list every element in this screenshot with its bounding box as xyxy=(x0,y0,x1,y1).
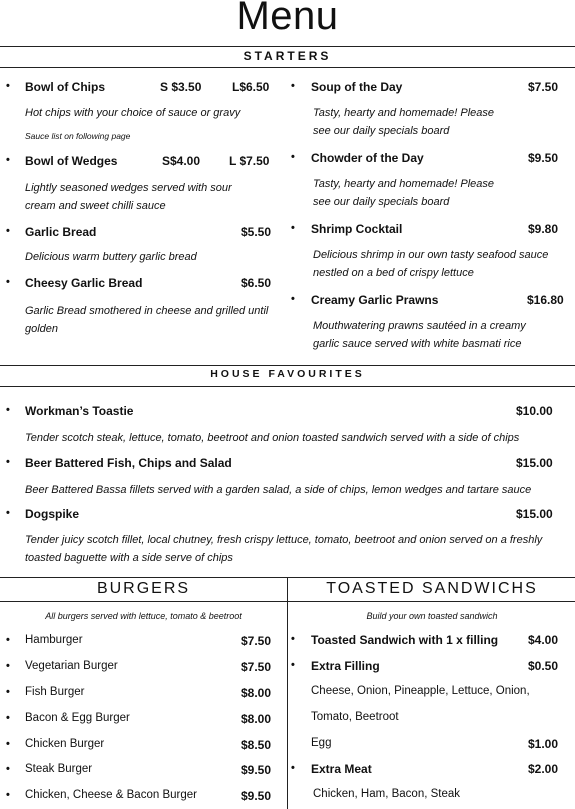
item-price: $7.50 xyxy=(241,660,272,674)
item-name: Garlic Bread xyxy=(25,225,97,239)
item-name: Shrimp Cocktail xyxy=(311,222,403,236)
item-price: $7.50 xyxy=(241,634,272,648)
item-description: Beer Battered Bassa fillets served with a garden salad, a side of chips, lemon wedges and tartare sauce xyxy=(25,484,532,496)
item-name: Hamburger xyxy=(25,634,83,646)
item-description: Garlic Bread smothered in cheese and grilled until golden xyxy=(25,305,269,335)
divider xyxy=(0,386,575,387)
item-description: Mouthwatering prawns sautéed in a creamy garlic sauce served with white basmati rice xyxy=(313,320,526,350)
item-name: Soup of the Day xyxy=(311,80,403,94)
item-note: Sauce list on following page xyxy=(25,131,131,141)
item-name: Dogspike xyxy=(25,507,80,521)
item-name: Vegetarian Burger xyxy=(25,660,118,672)
menu-title: Menu xyxy=(236,0,339,38)
section-heading-starters: STARTERS xyxy=(243,49,332,63)
item-price: $8.00 xyxy=(241,686,272,700)
item-name: Extra Meat xyxy=(311,762,372,776)
bullet-icon: • xyxy=(291,633,295,645)
item-price: $4.00 xyxy=(528,633,559,647)
item-description: Delicious warm buttery garlic bread xyxy=(25,251,197,263)
item-description: Tender scotch steak, lettuce, tomato, beetroot and onion toasted sandwich served with a side of chips xyxy=(25,432,520,444)
bullet-icon: • xyxy=(291,762,295,774)
item-name: Chowder of the Day xyxy=(311,151,424,165)
item-price: $5.50 xyxy=(241,225,272,239)
item-name: Chicken, Cheese & Bacon Burger xyxy=(25,789,197,801)
item-price: $9.50 xyxy=(528,151,559,165)
item-price: $9.50 xyxy=(241,789,272,803)
bullet-icon: • xyxy=(6,154,10,166)
divider xyxy=(0,46,575,47)
section-heading-toasted-sandwiches: TOASTED SANDWICHS xyxy=(326,580,538,597)
section-heading-burgers: BURGERS xyxy=(96,580,191,597)
item-price: $6.50 xyxy=(241,276,272,290)
divider xyxy=(0,365,575,366)
item-price-small: S$4.00 xyxy=(162,154,201,168)
item-name: Workman’s Toastie xyxy=(25,404,134,418)
item-price: $0.50 xyxy=(528,659,559,673)
bullet-icon: • xyxy=(6,763,10,775)
item-name: Bowl of Wedges xyxy=(25,154,118,168)
bullet-icon: • xyxy=(291,222,295,234)
item-description: Tasty, hearty and homemade! Please see our daily specials board xyxy=(313,178,494,208)
bullet-icon: • xyxy=(6,80,10,92)
item-name: Steak Burger xyxy=(25,763,93,775)
item-name: Egg xyxy=(311,737,332,749)
item-price-large: L $7.50 xyxy=(229,154,270,168)
bullet-icon: • xyxy=(291,151,295,163)
item-description: Delicious shrimp in our own tasty seafood sauce nestled on a bed of crispy lettuce xyxy=(313,249,549,279)
item-description: Tender juicy scotch fillet, local chutney, fresh crispy lettuce, tomato, beetroot and onion served on a freshly toasted baguette with a side serve of chips xyxy=(25,534,543,564)
column-divider xyxy=(287,577,288,809)
item-price: $8.50 xyxy=(241,738,272,752)
bullet-icon: • xyxy=(6,276,10,288)
item-name: Bowl of Chips xyxy=(25,80,105,94)
item-price-small: S $3.50 xyxy=(160,80,202,94)
filling-options: Tomato, Beetroot xyxy=(311,711,399,723)
item-description: Lightly seasoned wedges served with sour cream and sweet chilli sauce xyxy=(25,182,232,212)
item-name: Fish Burger xyxy=(25,686,85,698)
bullet-icon: • xyxy=(291,293,295,305)
bullet-icon: • xyxy=(6,738,10,750)
bullet-icon: • xyxy=(6,456,10,468)
item-price: $16.80 xyxy=(527,293,564,307)
section-heading-house-favourites: HOUSE FAVOURITES xyxy=(210,368,365,380)
item-price-large: L$6.50 xyxy=(232,80,270,94)
bullet-icon: • xyxy=(6,712,10,724)
item-price: $8.00 xyxy=(241,712,272,726)
item-price: $1.00 xyxy=(528,737,559,751)
item-name: Bacon & Egg Burger xyxy=(25,712,130,724)
divider xyxy=(0,67,575,68)
bullet-icon: • xyxy=(291,80,295,92)
bullet-icon: • xyxy=(6,634,10,646)
item-price: $9.50 xyxy=(241,763,272,777)
item-price: $10.00 xyxy=(516,404,553,418)
item-name: Creamy Garlic Prawns xyxy=(311,293,439,307)
item-price: $7.50 xyxy=(528,80,559,94)
bullet-icon: • xyxy=(6,225,10,237)
item-name: Toasted Sandwich with 1 x filling xyxy=(311,633,499,647)
item-name: Extra Filling xyxy=(311,659,380,673)
burgers-note: All burgers served with lettuce, tomato & beetroot xyxy=(45,611,242,621)
bullet-icon: • xyxy=(6,789,10,801)
bullet-icon: • xyxy=(6,686,10,698)
bullet-icon: • xyxy=(291,659,295,671)
item-description: Tasty, hearty and homemade! Please see our daily specials board xyxy=(313,107,494,137)
item-price: $2.00 xyxy=(528,762,559,776)
filling-options: Cheese, Onion, Pineapple, Lettuce, Onion, xyxy=(311,685,530,697)
item-price: $15.00 xyxy=(516,456,553,470)
item-price: $15.00 xyxy=(516,507,553,521)
item-description: Hot chips with your choice of sauce or gravy xyxy=(25,107,241,119)
item-name: Beer Battered Fish, Chips and Salad xyxy=(25,456,232,470)
item-price: $9.80 xyxy=(528,222,559,236)
bullet-icon: • xyxy=(6,507,10,519)
item-name: Cheesy Garlic Bread xyxy=(25,276,143,290)
toasted-note: Build your own toasted sandwich xyxy=(366,611,498,621)
bullet-icon: • xyxy=(6,660,10,672)
bullet-icon: • xyxy=(6,404,10,416)
item-name: Chicken Burger xyxy=(25,738,105,750)
meat-options: Chicken, Ham, Bacon, Steak xyxy=(313,788,461,800)
